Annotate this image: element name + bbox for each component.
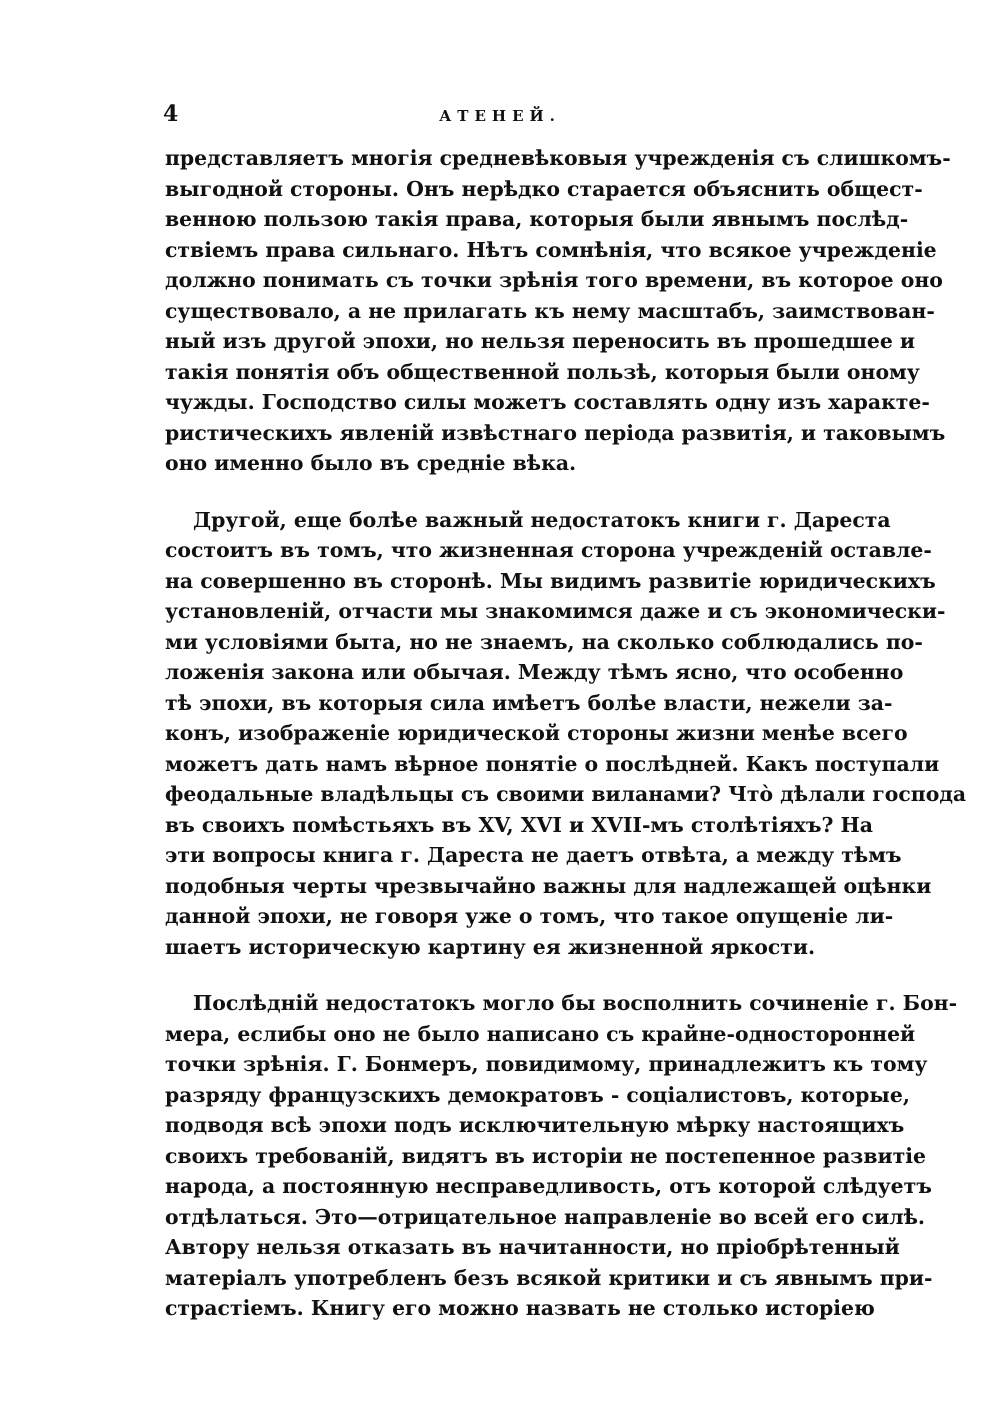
page-number: 4 <box>163 101 179 127</box>
body-text <box>165 143 967 1350</box>
running-title: АТЕНЕЙ. <box>439 107 561 125</box>
text-line: шаетъ историческую картину ея жизненной яркости. <box>165 934 816 959</box>
text-line: разряду французскихъ демократовъ - соціалистовъ, которые, <box>165 1082 910 1107</box>
text-line: Послѣдній недостатокъ могло бы восполнить сочиненіе г. Бон- <box>193 991 958 1015</box>
text-line: отдѣлаться. Это—отрицательное направленіе во всей его силѣ. <box>165 1204 926 1229</box>
paragraph-3 <box>165 988 958 1324</box>
text-line: чужды. Господство силы можетъ составлять одну изъ характе- <box>165 390 930 414</box>
text-line: ный изъ другой эпохи, но нельзя переносить въ прошедшее и <box>165 329 916 353</box>
text-line: народа, а постоянную несправедливость, отъ которой слѣдуетъ <box>165 1174 932 1198</box>
text-line: феодальные владѣльцы съ своими виланами? Чтò дѣлали господа <box>165 782 967 806</box>
text-line: на совершенно въ сторонѣ. Мы видимъ развитіе юридическихъ <box>165 568 936 593</box>
text-line: ложенія закона или обычая. Между тѣмъ ясно, что особенно <box>165 660 904 684</box>
text-line: тѣ эпохи, въ которыя сила имѣетъ болѣе власти, нежели за- <box>165 690 893 715</box>
text-line: точки зрѣнія. Г. Бонмеръ, повидимому, принадлежитъ къ тому <box>165 1052 928 1076</box>
paragraph-2 <box>165 505 967 963</box>
text-line: конъ, изображеніе юридической стороны жизни менѣе всего <box>165 721 908 745</box>
text-line: состоитъ въ томъ, что жизненная сторона учрежденій оставле- <box>165 538 932 562</box>
text-line: ристическихъ явленій извѣстнаго періода развитія, и таковымъ <box>165 420 946 445</box>
text-line: Автору нельзя отказать въ начитанности, но пріобрѣтенный <box>165 1235 900 1259</box>
text-line: эти вопросы книга г. Дареста не даетъ отвѣта, а между тѣмъ <box>165 843 902 867</box>
paragraph-1 <box>165 143 951 479</box>
text-line: ствіемъ права сильнаго. Нѣтъ сомнѣнія, что всякое учрежденіе <box>165 237 937 262</box>
text-line: ми условіями быта, но не знаемъ, на сколько соблюдались по- <box>165 629 923 654</box>
text-line: выгодной стороны. Онъ нерѣдко старается объяснить общест- <box>165 176 923 201</box>
text-line: установленій, отчасти мы знакомимся даже и съ экономически- <box>165 599 946 623</box>
text-line: оно именно было въ средніе вѣка. <box>165 451 577 475</box>
text-line: страстіемъ. Книгу его можно назвать не столько исторіею <box>165 1296 875 1320</box>
text-line: подобныя черты чрезвычайно важны для надлежащей оцѣнки <box>165 873 932 898</box>
text-line: подводя всѣ эпохи подъ исключительную мѣрку настоящихъ <box>165 1113 905 1137</box>
text-line: можетъ дать намъ вѣрное понятіе о послѣдней. Какъ поступали <box>165 751 940 776</box>
text-line: представляетъ многія средневѣковыя учрежденія съ слишкомъ- <box>165 146 951 170</box>
text-line: матеріалъ употребленъ безъ всякой критики и съ явнымъ при- <box>165 1265 933 1290</box>
text-line: должно понимать съ точки зрѣнія того времени, въ которое оно <box>165 268 943 292</box>
text-line: такія понятія объ общественной пользѣ, которыя были оному <box>165 359 920 384</box>
text-line: своихъ требованій, видятъ въ исторіи не постепенное развитіе <box>165 1143 926 1168</box>
text-line: мера, еслибы оно не было написано съ крайне-односторонней <box>165 1021 916 1046</box>
text-line: существовало, а не прилагать къ нему масштабъ, заимствован- <box>165 298 935 323</box>
text-line: данной эпохи, не говоря уже о томъ, что такое опущеніе ли- <box>165 904 894 928</box>
text-line: Другой, еще болѣе важный недостатокъ книги г. Дареста <box>193 507 891 532</box>
text-line: въ своихъ помѣстьяхъ въ XV, XVI и XVII-мъ столѣтіяхъ? На <box>165 812 873 837</box>
text-line: венною пользою такія права, которыя были явнымъ послѣд- <box>165 207 909 231</box>
